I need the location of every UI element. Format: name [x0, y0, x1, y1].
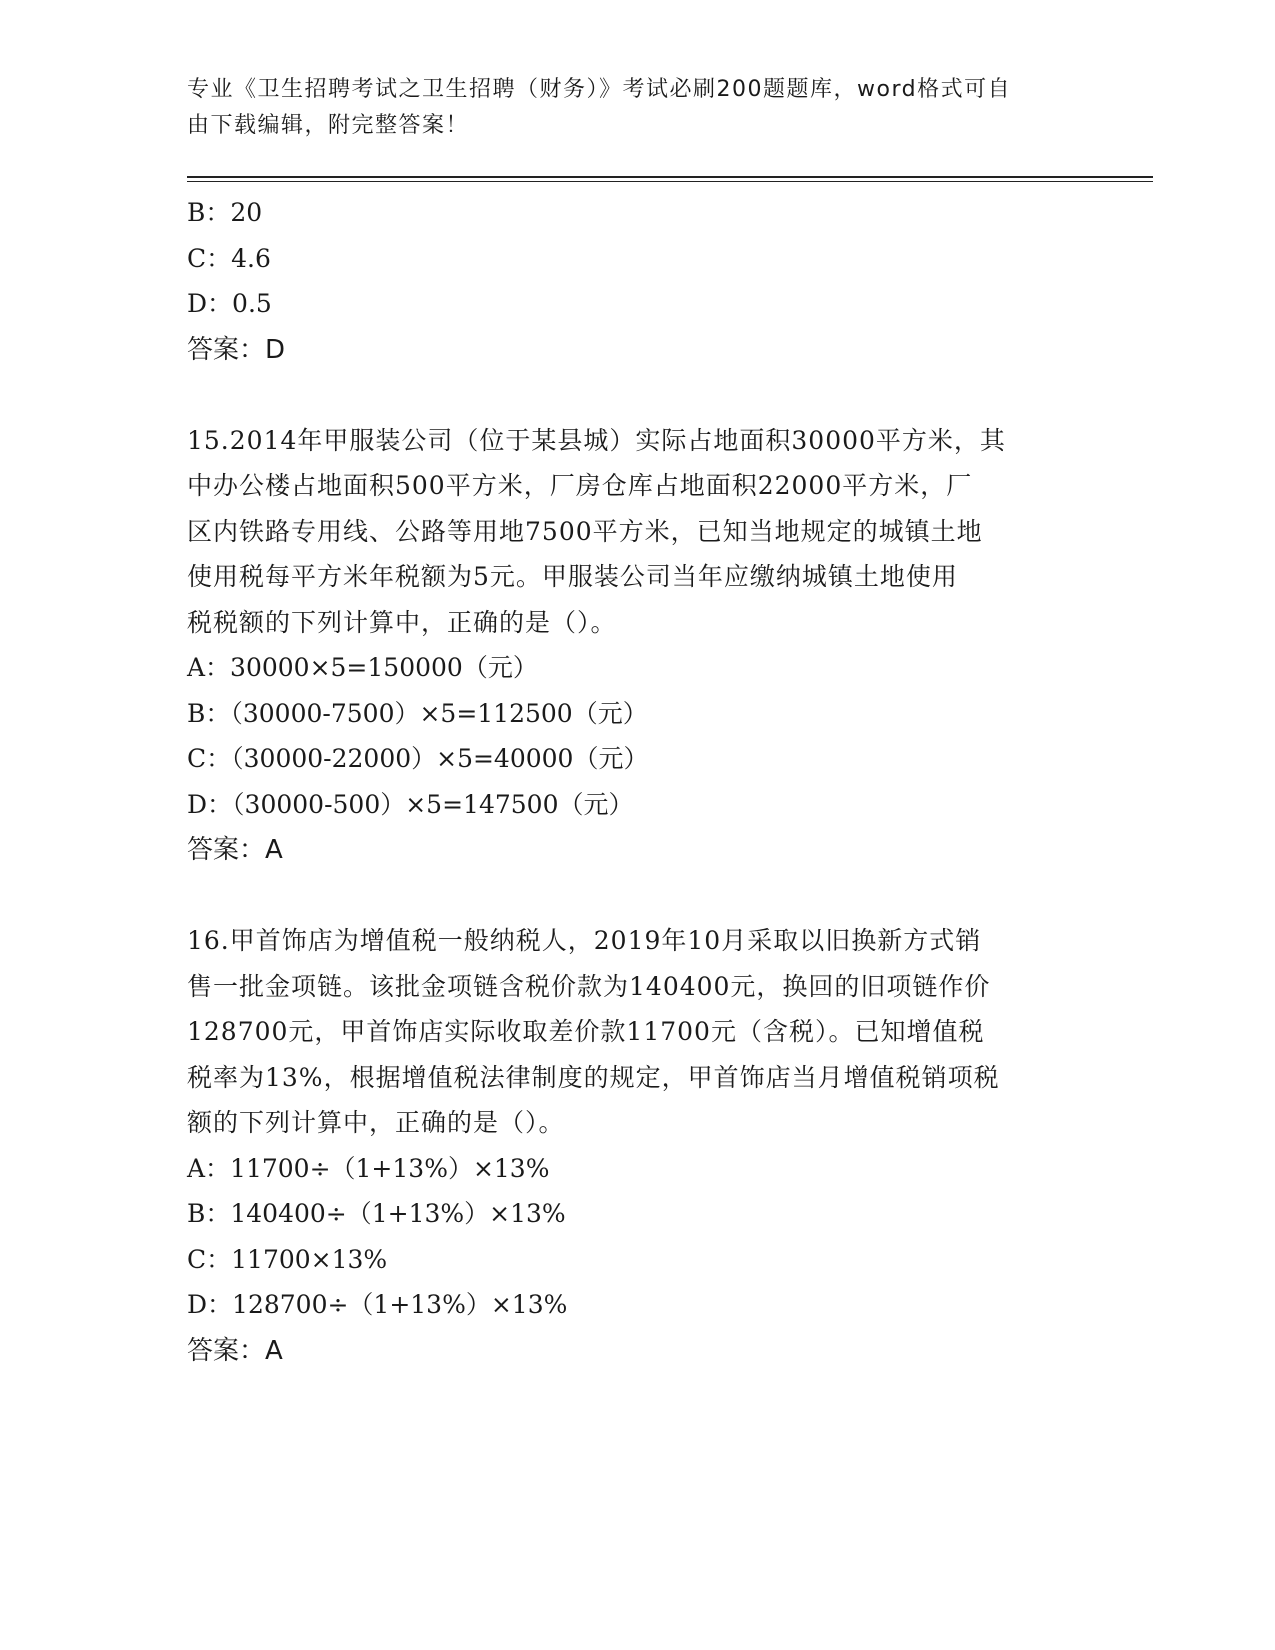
question-stem-line: 使用税每平方米年税额为5元。甲服装公司当年应缴纳城镇土地使用 [187, 562, 958, 591]
question-stem-line: 中办公楼占地面积500平方米，厂房仓库占地面积22000平方米，厂 [187, 471, 973, 500]
answer: 答案：A [187, 835, 283, 865]
option-c: C：4.6 [187, 243, 271, 273]
page-header [187, 72, 1067, 144]
option-b: B：140400÷（1+13%）×13% [187, 1199, 566, 1228]
question-14-tail [187, 190, 1087, 373]
answer: 答案：D [187, 334, 286, 365]
header-rule-thin [187, 181, 1153, 182]
question-stem-line: 税率为13%，根据增值税法律制度的规定，甲首饰店当月增值税销项税 [187, 1062, 1000, 1092]
option-d: D：128700÷（1+13%）×13% [187, 1290, 568, 1319]
option-d: D：（30000-500）×5=147500（元） [187, 789, 634, 819]
question-stem-line: 售一批金项链。该批金项链含税价款为140400元，换回的旧项链作价 [187, 971, 991, 1001]
question-stem-line: 税税额的下列计算中，正确的是（）。 [187, 607, 617, 637]
header-rule-thick [187, 176, 1153, 178]
question-16 [187, 918, 1087, 1374]
option-a: A：30000×5=150000（元） [187, 653, 538, 682]
header-line-2: 由下载编辑，附完整答案！ [187, 113, 470, 138]
answer: 答案：A [187, 1335, 283, 1366]
option-c: C：11700×13% [187, 1244, 388, 1274]
option-b: B：（30000-7500）×5=112500（元） [187, 698, 648, 728]
spacer [187, 873, 1087, 918]
question-stem-line: 额的下列计算中，正确的是（）。 [187, 1108, 565, 1137]
document-body [187, 190, 1087, 1374]
question-15 [187, 418, 1087, 874]
option-b: B：20 [187, 198, 263, 227]
question-stem-line: 区内铁路专用线、公路等用地7500平方米，已知当地规定的城镇土地 [187, 516, 983, 546]
header-line-1: 专业《卫生招聘考试之卫生招聘（财务）》考试必刷200题题库，word格式可自 [187, 77, 1012, 102]
question-stem-line: 16.甲首饰店为增值税一般纳税人，2019年10月采取以旧换新方式销 [187, 926, 982, 955]
option-c: C：（30000-22000）×5=40000（元） [187, 744, 649, 773]
spacer [187, 373, 1087, 418]
question-stem-line: 15.2014年甲服装公司（位于某县城）实际占地面积30000平方米，其 [187, 425, 1006, 455]
option-d: D：0.5 [187, 289, 272, 318]
option-a: A：11700÷（1+13%）×13% [187, 1153, 550, 1183]
question-stem-line: 128700元，甲首饰店实际收取差价款11700元（含税）。已知增值税 [187, 1017, 985, 1046]
